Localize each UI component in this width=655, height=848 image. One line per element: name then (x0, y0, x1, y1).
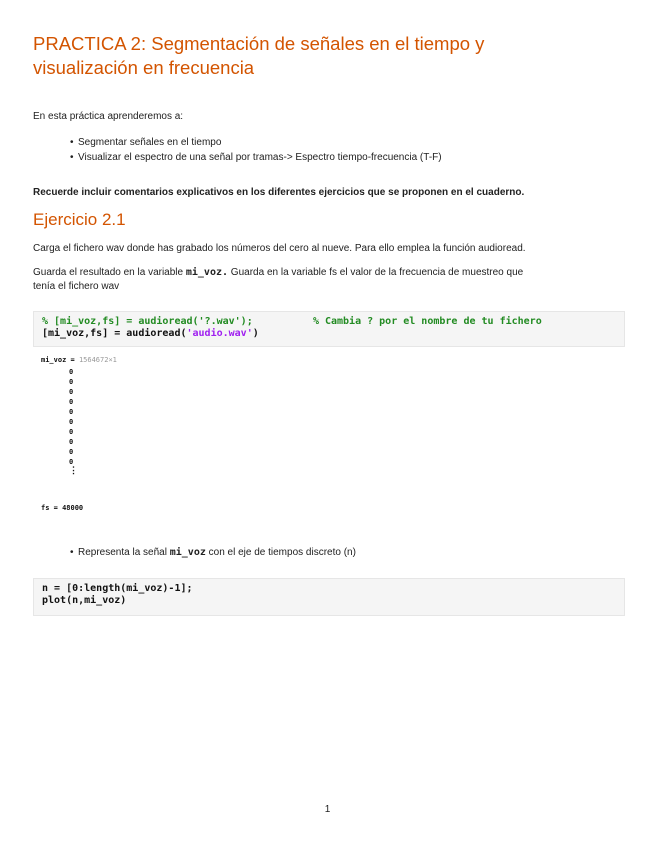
list-item-text: con el eje de tiempos discreto (n) (205, 547, 356, 558)
list-item (70, 545, 356, 560)
output-value: 0 (69, 418, 74, 426)
code-block-plot[interactable] (33, 578, 625, 616)
page-title: PRACTICA 2: Segmentación de señales en el tiempo y visualización en frecuencia (33, 33, 485, 78)
list-item: • Segmentar señales en el tiempo (70, 135, 442, 150)
output-value: 0 (69, 458, 74, 466)
code-string: 'audio.wav' (186, 328, 253, 339)
code-block-load[interactable] (33, 311, 625, 347)
output-value: 0 (69, 378, 74, 386)
objectives-list (70, 135, 442, 165)
code-comment: % Cambia ? por el nombre de tu fichero (312, 316, 542, 327)
paragraph-store (33, 266, 633, 294)
paragraph-text: Guarda en la variable fs el valor de la frecuencia de muestreo que (228, 267, 524, 278)
paragraph-text: tenía el fichero wav (33, 281, 120, 292)
output-value: 0 (69, 388, 74, 396)
paragraph-load: Carga el fichero wav donde has grabado los números del cero al nueve. Para ello emplea la función audioread. (33, 243, 526, 254)
code-comment: % [mi_voz,fs] = audioread('?.wav'); (42, 316, 253, 327)
intro-text: En esta práctica aprenderemos a: (33, 111, 184, 122)
variable-name: mi_voz (169, 547, 206, 558)
task-list (70, 545, 356, 560)
output-var-line (41, 355, 117, 365)
paragraph-text: Guarda el resultado en la variable (33, 267, 186, 278)
list-item-text: Representa la señal (78, 547, 170, 558)
code-text: ) (252, 328, 259, 339)
output-value: 0 (69, 368, 74, 376)
page-number: 1 (324, 804, 331, 815)
code-line (42, 328, 616, 340)
output-value: 0 (69, 408, 74, 416)
code-line: n = [0:length(mi_voz)-1]; (42, 583, 193, 594)
output-value: 0 (69, 448, 74, 456)
code-output (33, 355, 233, 515)
output-ellipsis: ⋮ (69, 466, 78, 476)
output-value: 0 (69, 438, 74, 446)
output-value: 0 (69, 428, 74, 436)
code-text: [mi_voz,fs] = audioread( (42, 328, 187, 339)
variable-name: mi_voz. (185, 267, 229, 278)
output-var-label: mi_voz = (41, 356, 79, 364)
code-line (42, 316, 616, 328)
exercise-heading: Ejercicio 2.1 (33, 210, 126, 229)
reminder-text: Recuerde incluir comentarios explicativos en los diferentes ejercicios que se proponen en el cuaderno. (33, 187, 525, 198)
output-value: 0 (69, 398, 74, 406)
output-fs-line: fs = 48000 (41, 504, 84, 512)
list-item: • Visualizar el espectro de una señal por tramas-> Espectro tiempo-frecuencia (T-F) (70, 150, 442, 165)
code-line: plot(n,mi_voz) (42, 595, 127, 606)
output-dims: 1564672×1 (78, 356, 117, 364)
